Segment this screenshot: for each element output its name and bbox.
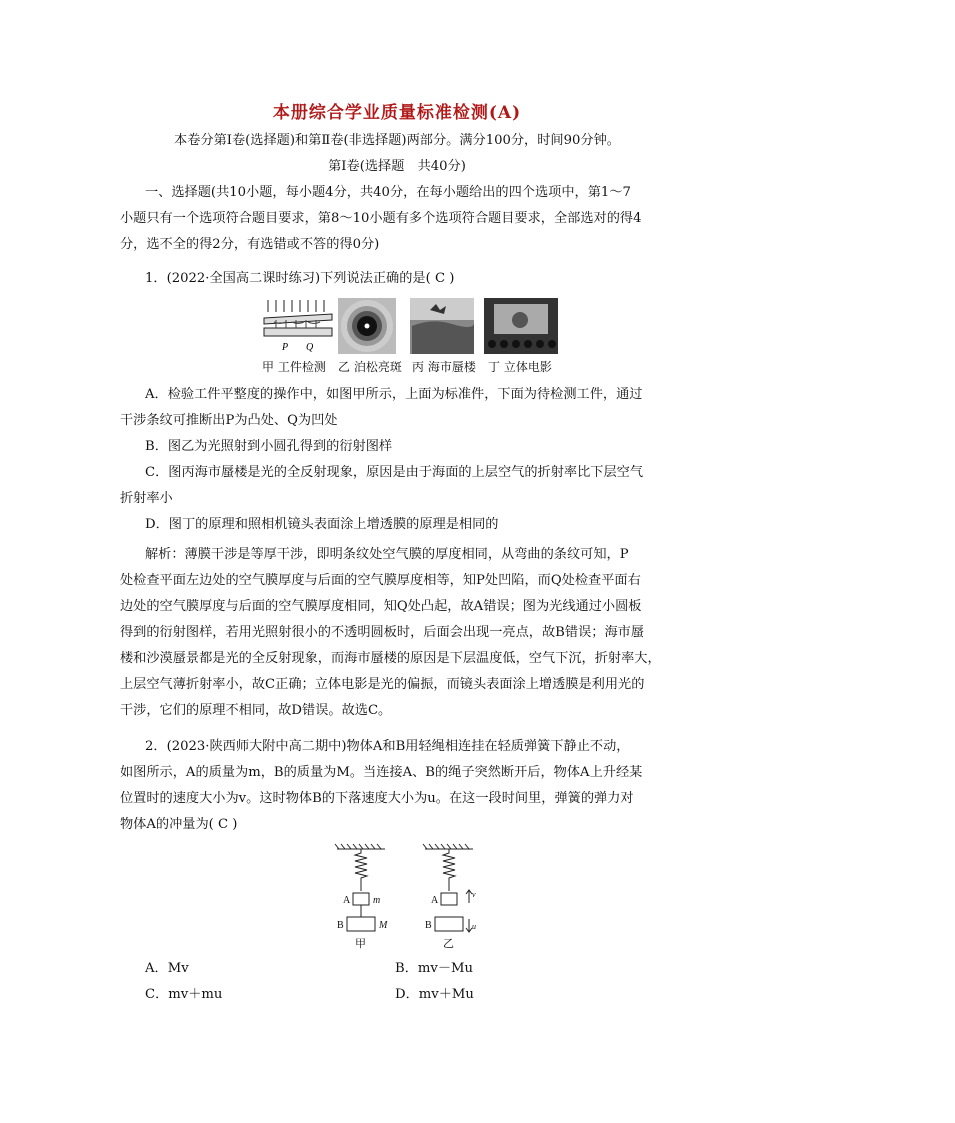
figure-caption: 乙 泊松亮斑 bbox=[338, 360, 402, 374]
intro-text: 本卷分第Ⅰ卷(选择题)和第Ⅱ卷(非选择题)两部分。满分100分，时间90分钟。 bbox=[174, 133, 620, 148]
label-a: A bbox=[431, 895, 439, 906]
question-1-stem: 1．(2022·全国高二课时练习)下列说法正确的是( C ) bbox=[145, 271, 455, 286]
label-m: m bbox=[373, 895, 381, 906]
option-a: A．Mv bbox=[145, 961, 189, 976]
option-c-line2: 折射率小 bbox=[120, 491, 173, 506]
figure-caption: 丁 立体电影 bbox=[488, 360, 552, 374]
analysis-line: 处检查平面左边处的空气膜厚度与后面的空气膜厚度相等，知P处凹陷，而Q处检查平面右 bbox=[120, 573, 641, 588]
analysis-line: 楼和沙漠蜃景都是光的全反射现象，而海市蜃楼的原因是下层温度低，空气下沉，折射率大， bbox=[120, 651, 661, 666]
workpiece-diagram bbox=[264, 300, 332, 353]
label-a: A bbox=[343, 895, 351, 906]
instructions-line: 分，选不全的得2分，有选错或不答的得0分) bbox=[120, 237, 380, 252]
option-c: C．mv＋mu bbox=[145, 987, 223, 1002]
label-yi: 乙 bbox=[443, 938, 454, 950]
question-2-stem: 如图所示，A的质量为m，B的质量为M。当连接A、B的绳子突然断开后，物体A上升经某 bbox=[120, 765, 643, 780]
label-q: Q bbox=[306, 342, 314, 353]
spring-figure bbox=[335, 843, 475, 951]
mirage-image bbox=[410, 298, 474, 354]
instructions-line: 小题只有一个选项符合题目要求，第8～10小题有多个选项符合题目要求，全部选对的得4 bbox=[120, 211, 642, 226]
question-2-stem: 2．(2023·陕西师大附中高二期中)物体A和B用轻绳相连挂在轻质弹簧下静止不动， bbox=[145, 739, 630, 754]
label-v: v bbox=[472, 890, 476, 899]
label-b: B bbox=[425, 920, 432, 931]
label-big-m: M bbox=[379, 920, 388, 931]
option-b: B．图乙为光照射到小圆孔得到的衍射图样 bbox=[145, 439, 393, 454]
figure-caption: 丙 海市蜃楼 bbox=[412, 360, 476, 374]
label-jia: 甲 bbox=[355, 938, 366, 950]
analysis-line: 边处的空气膜厚度与后面的空气膜厚度相同，知Q处凸起，故A错误；图为光线通过小圆板 bbox=[120, 599, 642, 614]
label-b: B bbox=[337, 920, 344, 931]
page-title: 本册综合学业质量标准检测(A) bbox=[272, 103, 522, 123]
option-d: D．mv＋Mu bbox=[395, 987, 474, 1002]
3d-movie-image bbox=[484, 298, 558, 354]
option-c-line1: C．图丙海市蜃楼是光的全反射现象，原因是由于海面的上层空气的折射率比下层空气 bbox=[145, 465, 644, 480]
instructions-line: 一、选择题(共10小题，每小题4分，共40分，在每小题给出的四个选项中，第1～7 bbox=[145, 185, 631, 200]
option-d: D．图丁的原理和照相机镜头表面涂上增透膜的原理是相同的 bbox=[145, 517, 499, 532]
poisson-spot-image bbox=[338, 298, 396, 354]
analysis-line: 解析：薄膜干涉是等厚干涉，即明条纹处空气膜的厚度相同，从弯曲的条纹可知，P bbox=[145, 547, 629, 562]
analysis-line: 得到的衍射图样，若用光照射很小的不透明圆板时，后面会出现一亮点，故B错误；海市蜃 bbox=[120, 625, 644, 640]
section-heading: 第Ⅰ卷(选择题 共40分) bbox=[328, 159, 466, 174]
figure-caption: 甲 工件检测 bbox=[262, 360, 326, 374]
option-b: B．mv－Mu bbox=[395, 961, 474, 976]
question-2-stem: 位置时的速度大小为v。这时物体B的下落速度大小为u。在这一段时间里，弹簧的弹力对 bbox=[120, 791, 634, 806]
question-2-stem: 物体A的冲量为( C ) bbox=[120, 817, 238, 832]
label-p: P bbox=[282, 342, 289, 353]
option-a-line1: A．检验工件平整度的操作中，如图甲所示，上面为标准件，下面为待检测工件，通过 bbox=[145, 387, 643, 402]
analysis-line: 干涉，它们的原理不相同，故D错误。故选C。 bbox=[120, 703, 392, 718]
label-u: u bbox=[472, 922, 476, 931]
analysis-line: 上层空气薄折射率小，故C正确；立体电影是光的偏振，而镜头表面涂上增透膜是利用光的 bbox=[120, 677, 645, 692]
option-a-line2: 干涉条纹可推断出P为凸处、Q为凹处 bbox=[120, 413, 338, 428]
